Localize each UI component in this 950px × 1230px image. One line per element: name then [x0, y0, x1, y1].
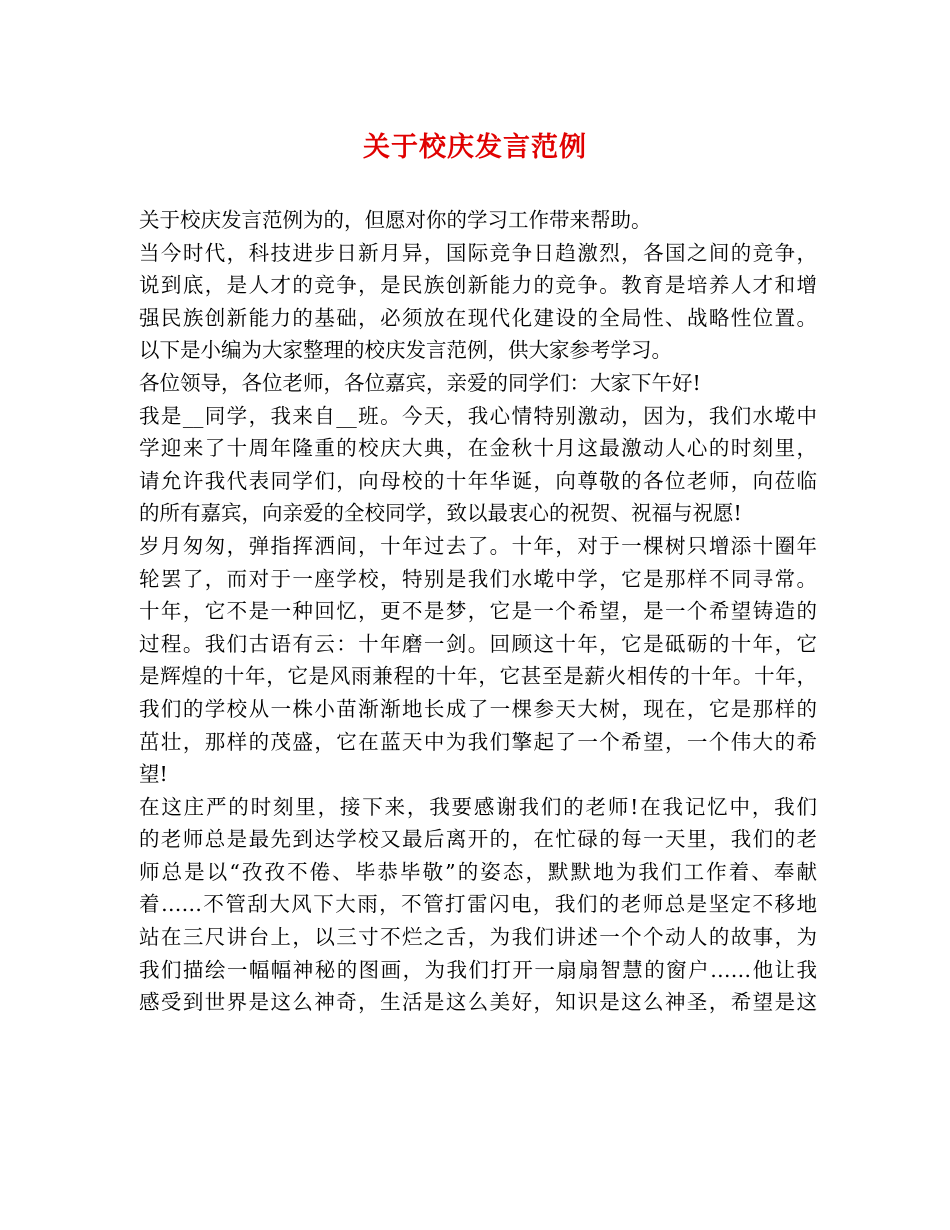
body-line: 望!: [139, 762, 168, 787]
body-line: 的老师总是最先到达学校又最后离开的，在忙碌的每一天里，我们的老: [139, 827, 817, 852]
body-line: 各位领导，各位老师，各位嘉宾，亲爱的同学们：大家下午好!: [139, 370, 701, 395]
body-line: 着……不管刮大风下大雨，不管打雷闪电，我们的老师总是坚定不移地: [139, 892, 817, 917]
body-line: 感受到世界是这么神奇，生活是这么美好，知识是这么神圣，希望是这: [139, 990, 817, 1015]
body-line: 站在三尺讲台上，以三寸不烂之舌，为我们讲述一个个动人的故事，为: [139, 925, 817, 950]
body-line: 在这庄严的时刻里，接下来，我要感谢我们的老师!在我记忆中，我们: [139, 794, 817, 819]
body-line: 我们描绘一幅幅神秘的图画，为我们打开一扇扇智慧的窗户……他让我: [139, 957, 817, 982]
body-line: 说到底，是人才的竞争，是民族创新能力的竞争。教育是培养人才和增: [139, 273, 817, 298]
body-line: 茁壮，那样的茂盛，它在蓝天中为我们擎起了一个希望，一个伟大的希: [139, 729, 817, 754]
body-line: 的所有嘉宾，向亲爱的全校同学，致以最衷心的祝贺、祝福与祝愿!: [139, 501, 742, 526]
body-line: 关于校庆发言范例为的，但愿对你的学习工作带来帮助。: [139, 208, 652, 232]
body-line: 过程。我们古语有云：十年磨一剑。回顾这十年，它是砥砺的十年，它: [139, 631, 817, 656]
body-line: 轮罢了，而对于一座学校，特别是我们水墘中学，它是那样不同寻常。: [139, 566, 817, 591]
body-line: 学迎来了十周年隆重的校庆大典，在金秋十月这最激动人心的时刻里，: [139, 436, 817, 461]
document-title: 关于校庆发言范例: [363, 132, 587, 163]
body-line: 师总是以“孜孜不倦、毕恭毕敬”的姿态，默默地为我们工作着、奉献: [139, 859, 817, 884]
body-line: 当今时代，科技进步日新月异，国际竞争日趋激烈，各国之间的竞争，: [139, 240, 817, 265]
body-line: 十年，它不是一种回忆，更不是梦，它是一个希望，是一个希望铸造的: [139, 599, 817, 624]
body-line: 我们的学校从一株小苗渐渐地长成了一棵参天大树，现在，它是那样的: [139, 696, 817, 721]
document-body: [139, 204, 817, 1019]
body-line: 请允许我代表同学们，向母校的十年华诞，向尊敬的各位老师，向莅临: [139, 468, 817, 493]
body-line: 以下是小编为大家整理的校庆发言范例，供大家参考学习。: [139, 338, 672, 363]
body-line: 是辉煌的十年，它是风雨兼程的十年，它甚至是薪火相传的十年。十年，: [139, 664, 817, 689]
body-line: 岁月匆匆，弹指挥洒间，十年过去了。十年，对于一棵树只增添十圈年: [139, 533, 817, 558]
body-line: 我是__同学，我来自__班。今天，我心情特别激动，因为，我们水墘中: [139, 403, 817, 428]
body-line: 强民族创新能力的基础，必须放在现代化建设的全局性、战略性位置。: [139, 305, 817, 330]
